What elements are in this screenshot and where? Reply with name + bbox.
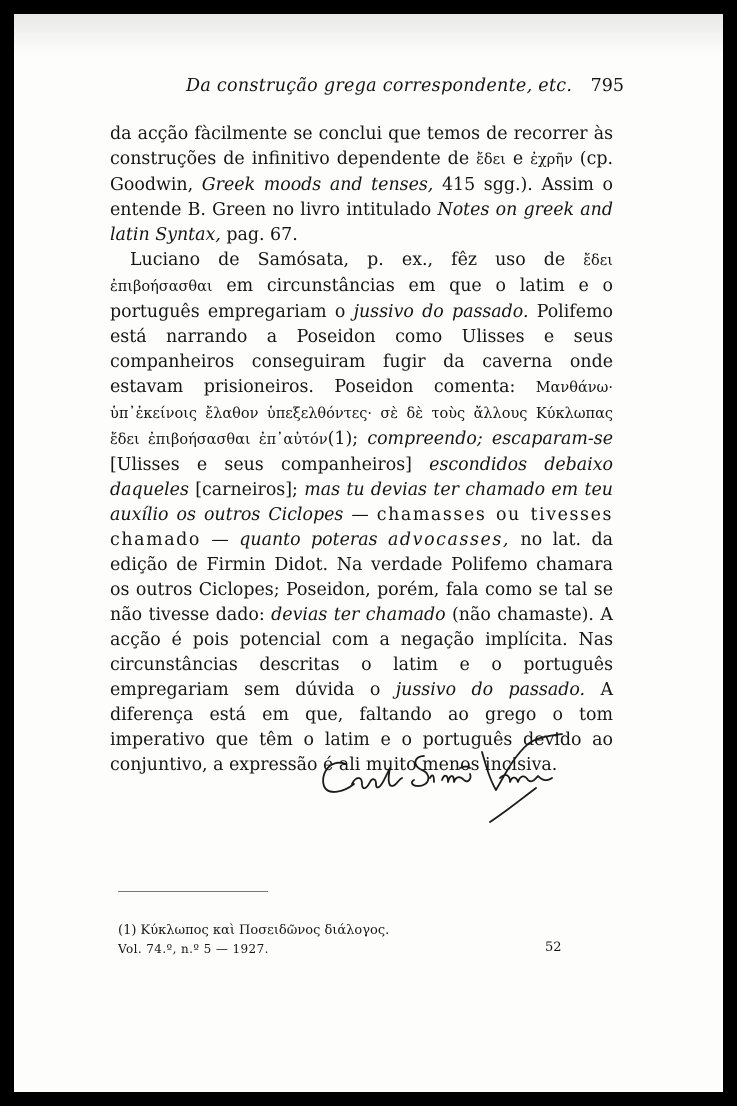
book-page [14,14,723,1092]
paragraph-1 [110,122,613,248]
text-run [378,530,388,550]
italic-translation: compreendo; escaparam-se [367,429,614,449]
paragraph-2 [110,248,613,778]
italic-term: jussivo do passado. [395,680,586,700]
text-run: no lat. da edição de Firmin Didot. Na verdade Polifemo chamara os outros Ciclopes; Poseidon, porém, fala como se tal se não tivesse dado: [110,530,613,625]
footnotes [118,920,578,942]
text-run: Polifemo está narrando a Poseidon como Ulisses e seus companheiros conseguiram fugir da caverna onde estavam prisioneiros. Poseidon comenta: [110,302,613,397]
volume-info: Vol. 74.º, n.º 5 — 1927. [118,942,269,956]
text-run: e [505,149,531,169]
page-number: 795 [590,76,624,96]
handwritten-signature [314,726,574,826]
text-run: ; [352,429,368,449]
text-run: em circunstâncias em que o latim e o português empregariam o [110,276,613,322]
greek-word: ἐχρῆν [530,152,573,168]
italic-term: devias ter chamado [271,605,446,625]
text-run: (cp. Goodwin, [110,149,613,195]
text-run: A diferença está em que, faltando ao grego o tom imperativo que têm o latim e o português devido ao conjuntivo, a expressão é ali muito menos incisiva. [110,680,614,775]
body-text [110,122,613,778]
book-title-goodwin: Greek moods and tenses, [201,175,434,195]
greek-quotation: Μανθάνω· ὑπ᾽ἐκείνοις ἔλαθον ὑπεξελθόντες· σὲ δὲ τοὺς ἄλλους Κύκλωπας ἔδει ἐπιβοήσασθαι ἐπ᾽αὐτόν [110,380,613,448]
text-run: [carneiros]; [188,480,305,500]
text-run: — [343,505,377,525]
footnote-rule [118,891,268,892]
footnote-ref: (1) [327,429,353,449]
sheet-number: 52 [545,940,562,955]
italic-translation: mas tu devias ter chamado em teu auxílio os outros Ciclopes [110,480,613,525]
text-run: 415 sgg.). Assim o entende B. Green no livro intitulado [110,175,614,220]
italic-translation: escondidos debaixo daqueles [110,455,614,500]
text-run: [Ulisses e seus companheiros] [110,455,430,475]
text-run: da acção fàcilmente se conclui que temos de recorrer às construções de infinitivo dependente de [110,124,613,169]
running-title: Da construção grega correspondente, etc. [186,76,573,96]
footnote-1: (1) Κύκλωπος καὶ Ποσειδῶνος διάλογος. [118,923,390,938]
italic-latin: quanto poteras [239,530,378,550]
italic-latin-spaced: advocasses, [387,530,511,550]
text-run: — [200,530,240,550]
text-run: (não chamaste). A acção é pois potencial com a negação implícita. Nas circunstâncias descritas o latim e o português empregariam sem dúvida o [110,605,613,700]
italic-term: jussivo do passado. [353,302,529,322]
book-title-green: Notes on greek and latin Syntax, [110,200,613,245]
spaced-text: chamasses ou tivesses chamado [110,505,613,550]
greek-word: ἔδει [476,152,506,168]
text-run: Luciano de Samósata, p. ex., fêz uso de [130,250,584,270]
text-run: pag. 67. [220,225,298,245]
greek-phrase: ἔδει ἐπιβοήσασθαι [110,253,613,295]
